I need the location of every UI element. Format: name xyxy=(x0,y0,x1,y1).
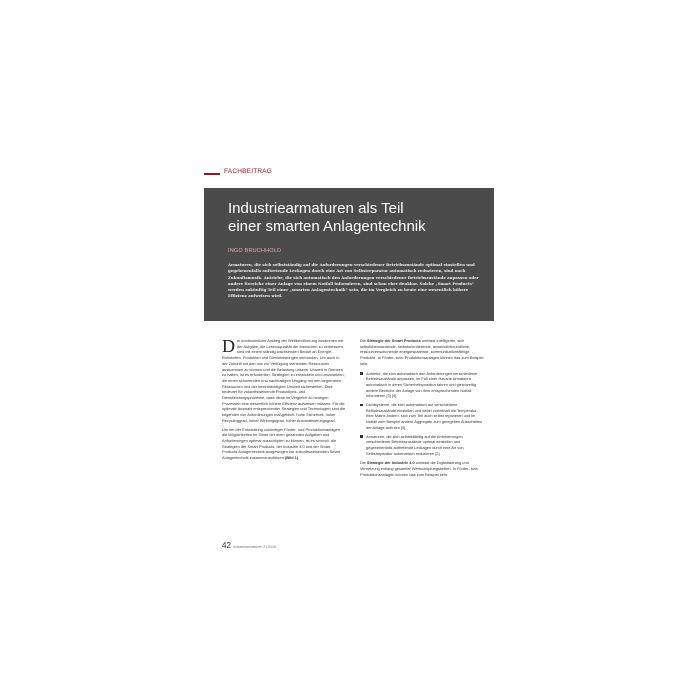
paragraph-prefix: Die xyxy=(360,338,367,343)
article-header xyxy=(204,188,494,321)
list-item xyxy=(360,434,484,457)
list-item-text: Antriebe, die sich automatisch den Anforderungen verschiedener Betriebszustände anpassen, im Fall einer Havarie Armaturen automatisch in deren Sicherheitsposition fahren und gleichzeitig andere Bereiche der Anlage von dem entsprechenden Notfall informieren [3] [4]. xyxy=(366,370,478,399)
drop-cap: D xyxy=(222,336,235,356)
lead-paragraph: Armaturen, die sich selbstständig auf die Anforderungen verschiedener Betriebszustände optimal einstellen und gegebenenfalls auftretende Leckagen durch eine Art von Selbstreparatur automatisch reduzieren, sind noch Zukunftsmusik. Antriebe, die sich automatisch den Anforderungen verschiedener Betriebszustände anpassen oder andere Bereiche einer Anlage von einem Notfall informieren, sind schon eher denkbar. Solche „Smart Products“ werden zukünftig Teil einer „smarten Anlagentechnik“ sein, die im Vergleich zu heute eine wesentlich höhere Effizienz aufweisen wird. xyxy=(228,262,479,299)
list-item xyxy=(360,402,484,431)
bullet-square-icon xyxy=(360,372,363,375)
smart-products-text: umfasst intelligente, sich selbstüberwachende, selbstorientierende, anwenderfreundliche, ressourcenschonende energiesparende, kommunikationsfähige Produkte. In Förder- bzw. Produktionsanlagen können das zum Beispiel sein: xyxy=(360,338,484,366)
body-paragraph-2: Um bei der Entwicklung zukünftiger Förder- und Produktionsanlagen die Möglichkeiten im Sinne der oben genannten Aufgaben und Anforderungen optimal ausschöpfen zu können, ist es sinnvoll, die Strategien der Smart Products, der Industrie 4.0 und der Smart Products Anlagentechnik ausgewogen zur zukunftsweisenden Smart Anlagentechnik zusammenzuführen (Bild 1). xyxy=(222,426,341,461)
smart-products-paragraph xyxy=(360,338,484,367)
bullet-square-icon xyxy=(360,404,363,407)
section-rule xyxy=(204,173,220,175)
body-paragraph-1-text: er kontinuierliche Anstieg der Weltbevölkerung zusammen mit der Aufgabe, die Lebensqualität der Menschen zu verbessern, sind mit einem ständig wachsenden Bedarf an Energie, Rohstoffen, Produkten und Dienstleistungen verbunden. Um auch in der Zukunft mit den uns zur Verfügung stehenden Ressourcen auskommen zu können und die Belastung unserer Umwelt in Grenzen zu halten, ist es erforderlich, Strategien zu entwickeln und umzusetzen, die einen schonenden und nachhaltigen Umgang mit den begrenzten Ressourcen und der beeinträchtigten Umwelt sicherstellen. Dies bedeutet für zukunftsweisende Produktions- und Dienstleistungsprozesse, dass diese im Vergleich zu heutigen Prozessen eine wesentlich höhere Effizienz aufweisen müssen. Für die optimale Auswahl entsprechender Strategien und Technologien sind die folgenden vier Anforderungen maßgeblich: hohe Sicherheit, hoher Recyclinggrad, hoher Wirkungsgrad, hoher Automatisierungsgrad. xyxy=(222,338,346,423)
industry40-paragraph xyxy=(360,460,484,477)
title-line-2: einer smarten Anlagentechnik xyxy=(228,218,426,235)
bullet-square-icon xyxy=(360,435,363,438)
paragraph-prefix: Die xyxy=(360,460,367,466)
page-number: 42 xyxy=(222,541,231,550)
figure-reference: (Bild 1) xyxy=(284,455,299,461)
page-folio xyxy=(222,535,276,553)
body-column-right xyxy=(360,338,484,480)
body-column-left xyxy=(222,338,346,464)
body-paragraph-2-text: Um bei der Entwicklung zukünftiger Förder- und Produktionsanlagen die Möglichkeiten im Sinne der oben genannten Aufgaben und Anforderungen optimal ausschöpfen zu können, ist es sinnvoll, die Strategien der Smart Products, der Industrie 4.0 und der Smart Products Anlagentechnik ausgewogen zur zukunftsweisenden Smart Anlagentechnik zusammenzuführen xyxy=(222,426,341,461)
industry40-text: umfasst die Digitalisierung und Vernetzung entlang gesamter Wertschöpfungsketten. In Förder- bzw. Produktionsanlagen können das zum Beispiel sein: xyxy=(360,460,479,477)
body-paragraph-1 xyxy=(222,338,346,424)
smart-products-list xyxy=(360,371,484,457)
industry40-heading: Strategie der Industrie 4.0 xyxy=(366,460,415,466)
smart-products-heading: Strategie der Smart Products xyxy=(366,338,421,343)
article-title xyxy=(228,200,488,236)
list-item-text: Armaturen, die sich selbstständig auf die Anforderungen verschiedener Betriebszustände optimal einstellen und gegebenenfalls auftretende Leckagen durch eine Art von Selbstreparatur automatisch reduzieren [2]. xyxy=(366,433,464,456)
author-name: INGO BRUCHHOLD xyxy=(228,248,282,254)
section-label: FACHBEITRAG xyxy=(224,168,273,175)
title-line-1: Industriearmaturen als Teil xyxy=(228,200,404,217)
magazine-page xyxy=(196,140,504,560)
magazine-name: Industriearmaturen 2 | 2016 xyxy=(232,545,276,549)
list-item xyxy=(360,371,484,400)
list-item-text: Dichtsysteme, die sich automatisch auf verschiedene Betriebszustände einstellen und dabei vorteilhaft die Temperatur ihrer Matrix ändern, sich zum Teil auch selbst reparieren und im Notfall zum Beispiel andere Aggregate zum geregelten Ausschalten der Anlage aufrufen [5]. xyxy=(366,402,483,430)
